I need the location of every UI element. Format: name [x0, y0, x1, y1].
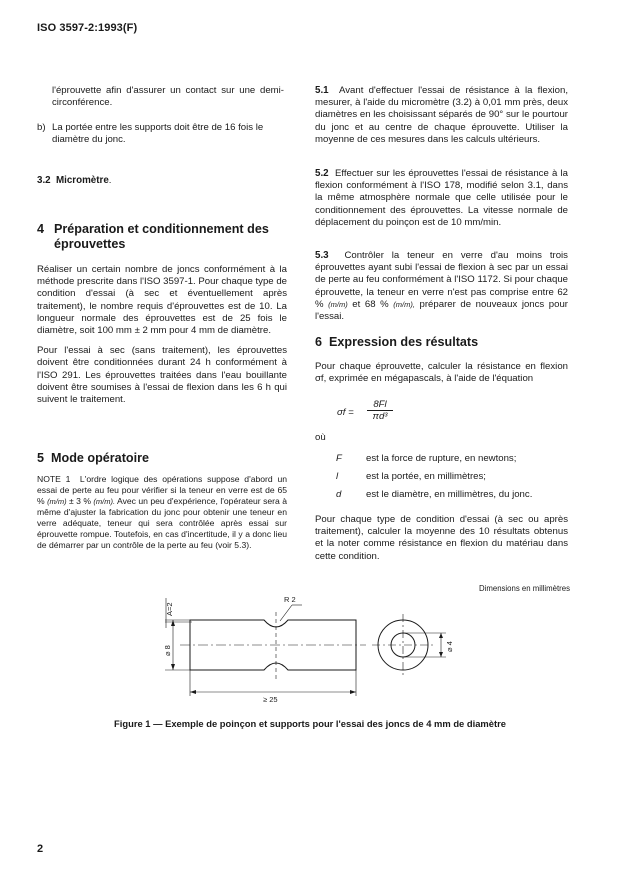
section-3-2-heading	[37, 175, 267, 187]
note-1	[37, 474, 287, 551]
def-F-text: est la force de rupture, en newtons;	[366, 453, 517, 464]
note-text-a: L'ordre logique des opérations suppose d'abord un essai de perte au feu pour vérifier si la teneur en verre est de 65 %	[37, 474, 288, 506]
section-4-body	[37, 264, 287, 406]
def-F-symbol: F	[336, 453, 342, 464]
s6-number: 6	[315, 335, 323, 349]
left-column	[52, 85, 284, 109]
label-a2: A=2	[165, 602, 174, 616]
s52-text: Effectuer sur les éprouvettes l'essai de résistance à la flexion conformément à l'ISO 178, modifié selon 3.1, dans la même atmosphère normale que celle utilisée pour le conditionnement des éprouvettes. La vitesse normale de déplacement du poinçon est de 10 mm/min.	[315, 168, 568, 228]
s53-text-b: et 68 %	[352, 298, 389, 310]
s6-title: Expression des résultats	[329, 335, 479, 349]
label-r2: R 2	[284, 595, 296, 604]
page-number: 2	[37, 843, 44, 855]
s32-dot: .	[108, 175, 112, 186]
section-5-2	[315, 168, 568, 229]
definition-d	[336, 489, 568, 501]
label-d8: ⌀ 8	[163, 645, 172, 656]
note-mm-2: (m/m).	[93, 496, 116, 506]
def-d-symbol: d	[336, 489, 342, 501]
label-d4: ⌀ 4	[445, 641, 454, 652]
equation-denominator: πd³	[372, 411, 388, 422]
note-text-c: Avec un peu d'expérience, l'opérateur sera à même d'ajuster la fabrication du jonc pour obtenir une teneur en verre adéquate, teneur qui sera contrôlée après essai sur éprouvette rompue. Toutefois, en cas d'incertitude, il y a donc lieu de démarrer par un contrôle de la perte au feu (voir 5.3).	[37, 495, 287, 550]
label-len: ≥ 25	[263, 695, 278, 704]
section-5-heading	[37, 451, 287, 466]
s32-number: 3.2	[37, 175, 51, 186]
section-6-heading	[315, 335, 568, 350]
item-b-text: La portée entre les supports doit être de 16 fois le diamètre du jonc.	[52, 122, 264, 146]
s51-text: Avant d'effectuer l'essai de résistance à la flexion, mesurer, à l'aide du micromètre (3.2) à 0,01 mm près, deux diamètres en les choisissant séparés de 90° sur le pourtour du jonc et au centre de chaque éprouvette. Utiliser la moyenne de ces mesures dans les calculs ultérieurs.	[315, 85, 568, 145]
s4-number: 4	[37, 222, 45, 236]
s4-paragraph-2: Pour l'essai à sec (sans traitement), les éprouvettes doivent être conditionnées durant 24 h conformément à l'ISO 291. Les éprouvettes traitées dans l'eau bouillante doivent être soumises à l'essai de flexion dans les 6 h qui suivent le traitement.	[37, 345, 287, 406]
s6-paragraph-1: Pour chaque éprouvette, calculer la résistance en flexion σf, exprimée en mégapascals, à l'aide de l'équation	[315, 361, 568, 385]
definition-F	[336, 453, 568, 465]
continued-line: l'éprouvette afin d'assurer un contact sur une demi-circonférence.	[52, 85, 284, 109]
s53-mm-2: (m/m),	[393, 299, 415, 309]
note-mm-1: (m/m)	[47, 496, 67, 506]
s4-title: Préparation et conditionnement des éprouvettes	[54, 222, 269, 251]
definitions-list	[336, 453, 568, 502]
s53-number: 5.3	[315, 250, 329, 261]
s53-mm-1: (m/m)	[328, 299, 348, 309]
s5-title: Mode opératoire	[51, 451, 149, 465]
equation-lhs: σf =	[337, 407, 354, 418]
def-l-text: est la portée, en millimètres;	[366, 471, 486, 483]
dimensions-note: Dimensions en millimètres	[479, 584, 570, 593]
s6-paragraph-2: Pour chaque type de condition d'essai (à sec ou après traitement), calculer la moyenne des 10 résultats obtenus et la noter comme résistance en flexion du matériau dans cette condition.	[315, 514, 568, 562]
item-b	[37, 122, 284, 146]
header-standard-ref: ISO 3597-2:1993(F)	[37, 22, 138, 34]
s4-paragraph-1: Réaliser un certain nombre de joncs conformément à la méthode prescrite dans l'ISO 3597-1. Pour chaque type de condition d'essai (à sec et éventuellement après traitement), le nombre requis d'éprouvettes est de 10. La longueur normale des éprouvettes est de 25 fois le diamètre, soit 100 mm ± 2 mm pour 4 mm de diamètre.	[37, 264, 287, 337]
figure-caption: Figure 1 — Exemple de poinçon et supports pour l'essai des joncs de 4 mm de diamètre	[114, 718, 506, 729]
s5-number: 5	[37, 451, 45, 465]
s51-number: 5.1	[315, 85, 329, 96]
s53-text-a: Contrôler la teneur en verre d'au moins trois éprouvettes ayant subi l'essai de flexion à sec par un essai de perte au feu conformément à l'ISO 1172. Si pour chaque éprouvette, la teneur en verre n'est pas comprise entre 62 %	[315, 250, 568, 310]
note-text-b: ± 3 %	[69, 495, 91, 506]
note-label: NOTE 1	[37, 474, 71, 484]
s32-title: Micromètre	[55, 175, 109, 186]
s52-number: 5.2	[315, 168, 329, 179]
equation-numerator: 8Fl	[367, 399, 393, 411]
equation-fraction	[367, 399, 393, 422]
section-5-3	[315, 250, 568, 323]
section-5-1	[315, 85, 568, 146]
item-b-label: b)	[37, 122, 46, 133]
figure-1-drawing	[0, 590, 620, 710]
def-d-text: est le diamètre, en millimètres, du jonc.	[366, 489, 533, 501]
s53-text-c: préparer de nouveaux joncs pour l'essai.	[315, 298, 569, 323]
definition-l	[336, 471, 568, 483]
section-4-heading	[37, 222, 287, 252]
def-l-symbol: l	[336, 471, 339, 483]
where-label: où	[315, 432, 326, 443]
